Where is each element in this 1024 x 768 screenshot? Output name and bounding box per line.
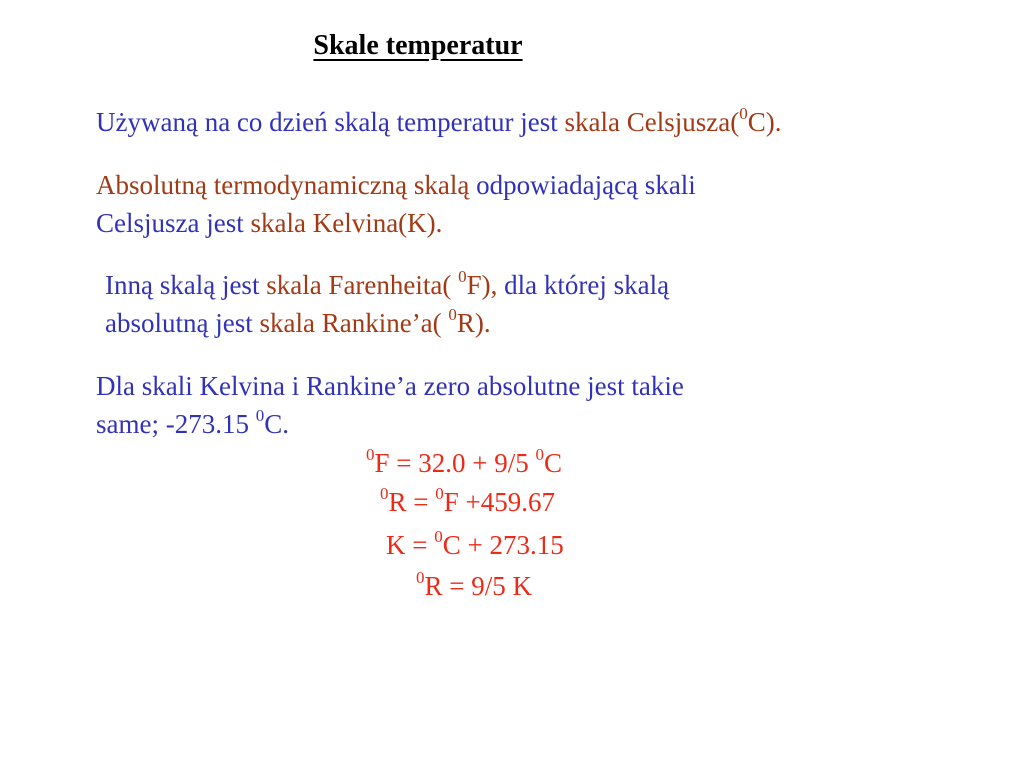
slide-title: Skale temperatur <box>313 30 523 61</box>
p2-line-1 <box>96 166 696 204</box>
formula-1-degree-1: 0 <box>366 445 375 464</box>
p3-fahrenheit-scale <box>266 267 498 300</box>
formula-4-degree: 0 <box>416 568 425 587</box>
p3-line-2 <box>105 304 669 342</box>
p3-rankine-label: skala Rankine’a( <box>259 308 449 338</box>
formula-4-text-a: R = 9/5 K <box>424 571 532 601</box>
p4-line-2 <box>96 405 684 443</box>
p2-text-c: Celsjusza jest <box>96 208 251 238</box>
formula-fahrenheit <box>366 444 562 482</box>
formula-3-degree: 0 <box>434 527 443 546</box>
p3-degree-2: 0 <box>448 305 457 324</box>
formula-3-text-a: K = <box>386 530 435 560</box>
p1-celsius-label: skala Celsjusza( <box>564 107 740 137</box>
paragraph-celsius <box>96 103 782 141</box>
formula-1-text-a: F = 32.0 + 9/5 <box>374 448 536 478</box>
p3-degree-1: 0 <box>458 267 467 286</box>
p3-text-e: absolutną jest <box>105 308 260 338</box>
p4-degree: 0 <box>255 406 265 425</box>
p2-text-b: odpowiadającą skali <box>476 170 696 200</box>
formula-2-text-b: F +459.67 <box>443 487 555 517</box>
p3-fahrenheit-label: skala Farenheita( <box>266 270 459 300</box>
p3-fahrenheit-unit: F), <box>466 270 498 300</box>
p1-degree: 0 <box>739 104 748 123</box>
formula-1-text-b: C <box>543 448 562 478</box>
p1-celsius-unit: C). <box>747 107 782 137</box>
p1-text: Używaną na co dzień skalą temperatur jest <box>96 107 565 137</box>
p2-kelvin-scale: skala Kelvina(K). <box>250 208 443 238</box>
formula-2-degree-2: 0 <box>435 484 444 503</box>
p3-line-1 <box>105 266 669 304</box>
p4-text-c: C. <box>264 409 289 439</box>
paragraph-absolute-zero <box>96 367 684 443</box>
formula-1-degree-2: 0 <box>535 445 544 464</box>
formula-2-degree-1: 0 <box>380 484 389 503</box>
p2-text-a: Absolutną termodynamiczną skalą <box>96 170 477 200</box>
formula-2-text-a: R = <box>388 487 436 517</box>
p3-rankine-scale <box>259 305 491 338</box>
p4-line-1: Dla skali Kelvina i Rankine’a zero absolutne jest takie <box>96 371 684 401</box>
formula-3-text-b: C + 273.15 <box>442 530 564 560</box>
p3-text-a: Inną skalą jest <box>105 270 267 300</box>
p1-celsius-scale <box>564 104 782 137</box>
formula-rankine-from-k <box>416 567 532 605</box>
formula-rankine-from-f <box>380 483 555 521</box>
p3-text-d: dla której skalą <box>497 270 670 300</box>
p3-rankine-unit: R). <box>456 308 491 338</box>
p4-text-b: same; -273.15 <box>96 409 256 439</box>
formula-kelvin <box>386 526 564 564</box>
p2-line-2 <box>96 204 696 242</box>
paragraph-kelvin <box>96 166 696 242</box>
paragraph-fahrenheit <box>105 266 669 342</box>
